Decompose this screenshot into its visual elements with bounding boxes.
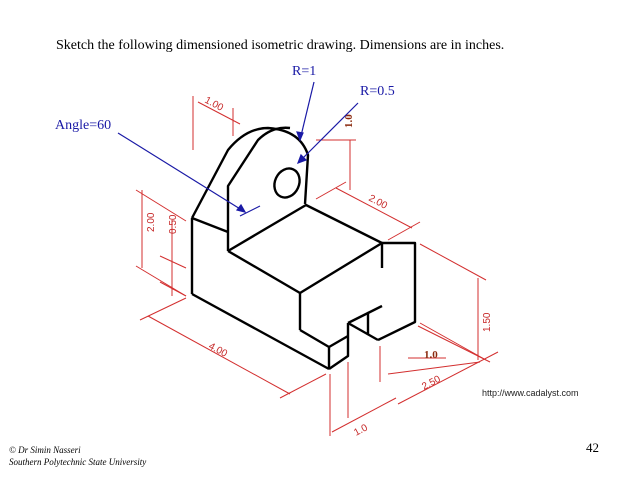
- dim-left-200: 2.00: [146, 212, 157, 232]
- angle-label: Angle=60: [55, 118, 112, 133]
- radius-outer-label: R=1: [292, 64, 317, 79]
- page-number: 42: [586, 440, 599, 455]
- dimension-lines: [136, 96, 498, 439]
- dim-bottom-10: 1.0: [352, 422, 370, 439]
- credit: [9, 444, 146, 468]
- part-outline: [192, 128, 415, 369]
- dim-right-200: 2.00: [366, 192, 389, 212]
- added-dim-bottom: 1.0: [424, 349, 438, 361]
- credit-author: © Dr Simin Nasseri: [9, 445, 81, 455]
- dim-height-150: 1.50: [482, 312, 493, 332]
- instruction-text: Sketch the following dimensioned isometric drawing. Dimensions are in inches.: [56, 38, 505, 53]
- dimension-labels: [146, 95, 493, 439]
- dim-top-100: 1.00: [202, 94, 225, 114]
- source-url[interactable]: http://www.cadalyst.com: [482, 388, 579, 398]
- radius-hole-label: R=0.5: [360, 84, 395, 99]
- dim-left-050: 0.50: [168, 214, 179, 234]
- added-dim-top: 1.0: [343, 114, 355, 128]
- dim-width-250: 2.50: [420, 373, 443, 393]
- dim-length-400: 4.00: [206, 340, 229, 360]
- credit-institution: Southern Polytechnic State University: [9, 457, 147, 467]
